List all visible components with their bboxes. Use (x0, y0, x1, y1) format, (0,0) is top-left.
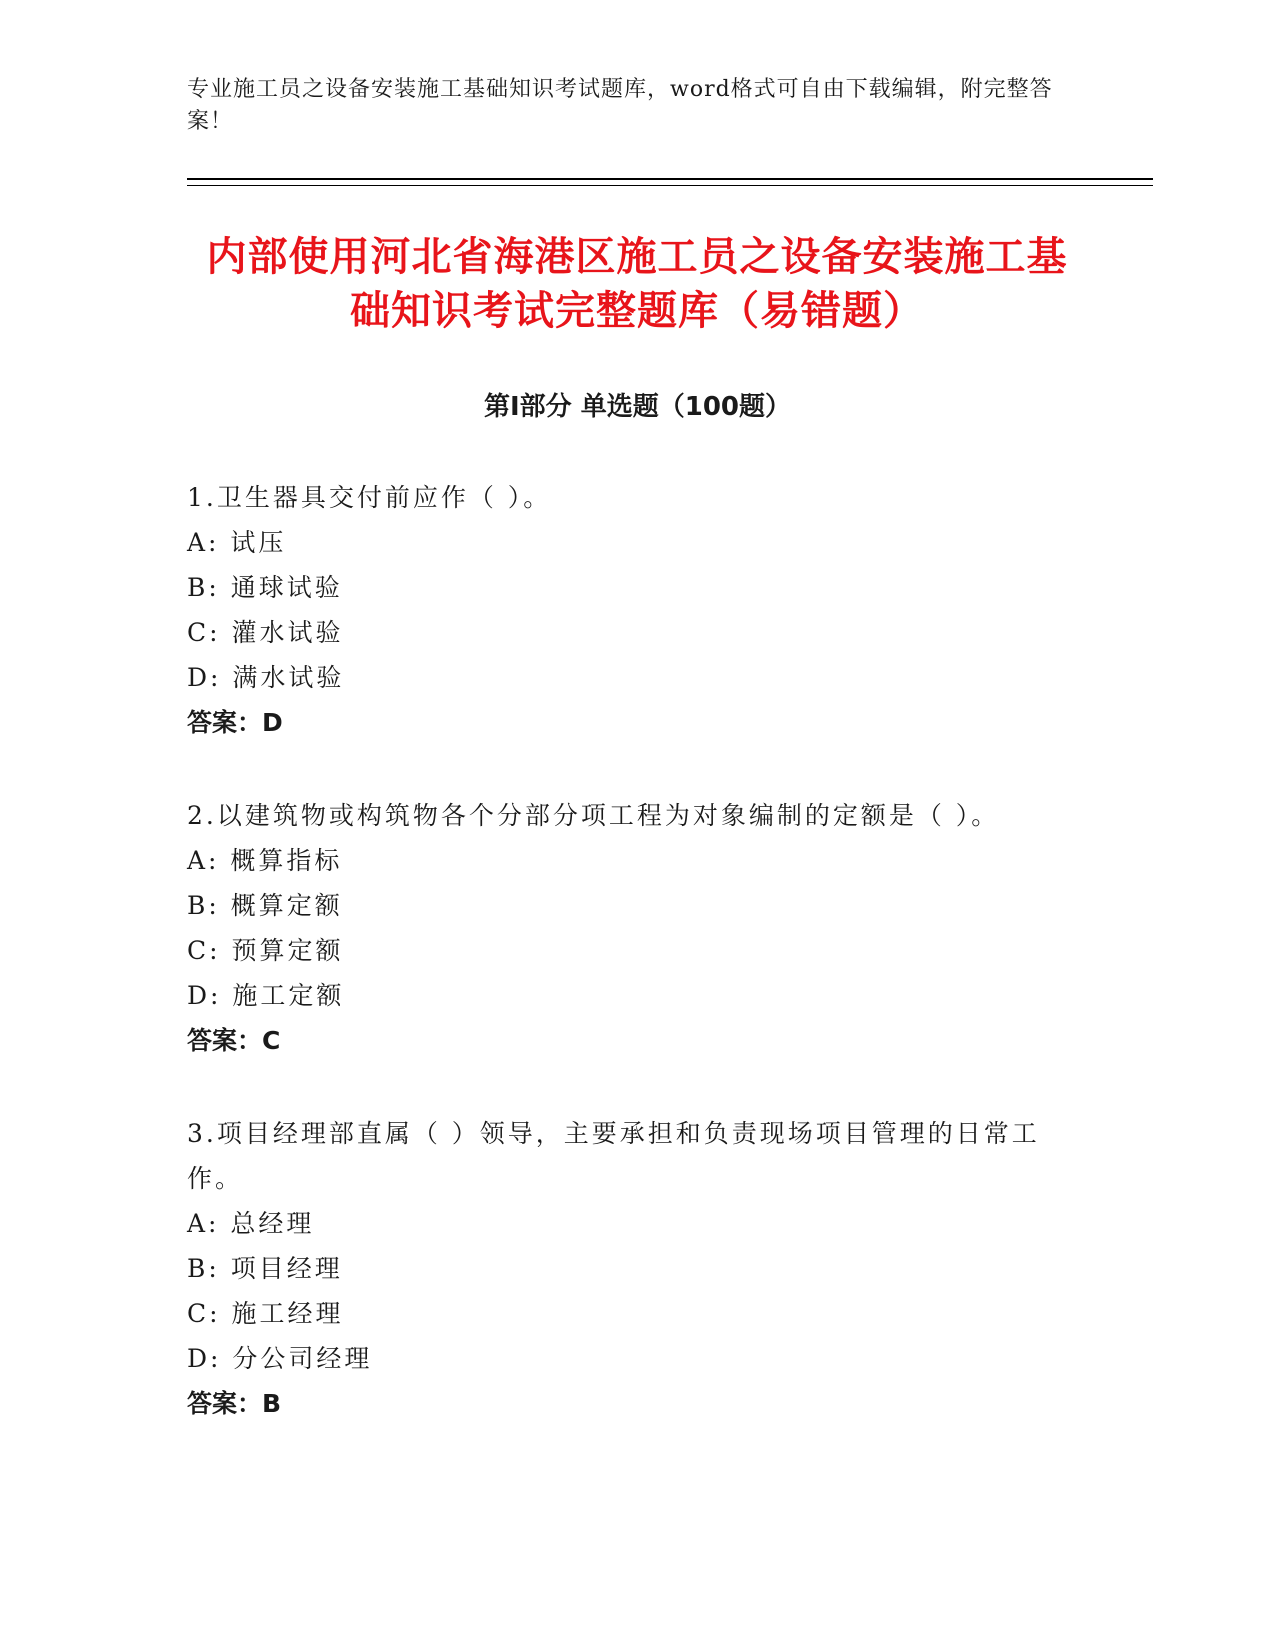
option-d: D: 施工定额 (187, 981, 345, 1010)
header-rule-thick (187, 178, 1153, 180)
question-3 (187, 1111, 1067, 1426)
option-c: C: 灌水试验 (187, 618, 344, 647)
answer: 答案：D (187, 708, 283, 737)
question-stem: 3.项目经理部直属（ ）领导，主要承担和负责现场项目管理的日常工作。 (187, 1119, 1040, 1193)
option-b: B: 项目经理 (187, 1254, 343, 1283)
option-a: A: 概算指标 (187, 846, 343, 875)
option-c: C: 预算定额 (187, 936, 344, 965)
question-stem: 2.以建筑物或构筑物各个分部分项工程为对象编制的定额是（ ）。 (187, 801, 1000, 830)
header-rule-thin (187, 185, 1153, 186)
option-d: D: 满水试验 (187, 663, 345, 692)
option-b: B: 通球试验 (187, 573, 343, 602)
option-b: B: 概算定额 (187, 891, 343, 920)
question-2 (187, 793, 1067, 1063)
option-c: C: 施工经理 (187, 1299, 344, 1328)
answer: 答案：B (187, 1389, 282, 1418)
section-heading: 第Ⅰ部分 单选题（100题） (484, 392, 791, 422)
option-a: A: 总经理 (187, 1209, 315, 1238)
question-list (187, 475, 1067, 1474)
question-stem: 1.卫生器具交付前应作（ ）。 (187, 483, 552, 512)
option-d: D: 分公司经理 (187, 1344, 373, 1373)
option-a: A: 试压 (187, 528, 287, 557)
answer: 答案：C (187, 1026, 281, 1055)
header-note: 专业施工员之设备安装施工基础知识考试题库，word格式可自由下载编辑，附完整答案！ (187, 77, 1053, 134)
question-1 (187, 475, 1067, 745)
document-title: 内部使用河北省海港区施工员之设备安装施工基础知识考试完整题库（易错题） (206, 234, 1068, 334)
